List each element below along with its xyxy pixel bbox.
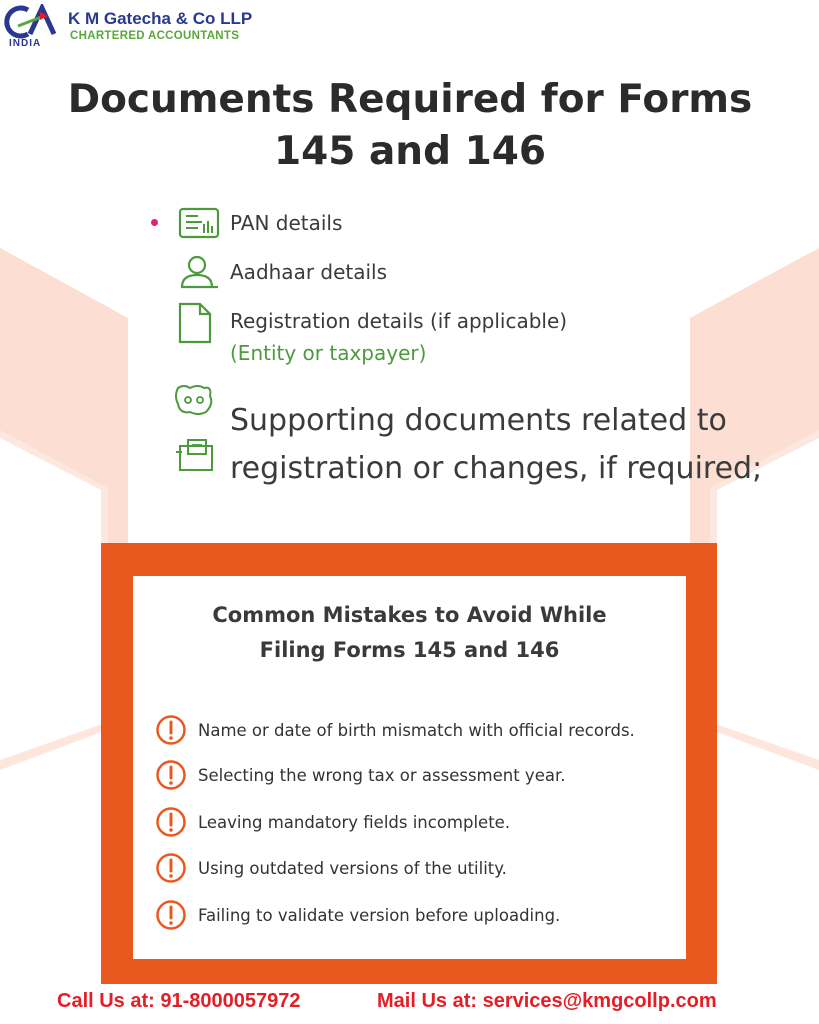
- logo-country: INDIA: [9, 38, 42, 49]
- ca-logo-icon: [4, 4, 64, 40]
- mistake-item: [155, 806, 675, 840]
- mistake-text: Leaving mandatory fields incomplete.: [198, 813, 511, 832]
- warning-icon: [155, 899, 187, 931]
- document-label-pan: PAN details: [230, 211, 343, 235]
- document-label-aadhaar: Aadhaar details: [230, 260, 388, 284]
- contact-footer: [0, 990, 819, 1020]
- mistake-text: Failing to validate version before uploading.: [198, 906, 561, 925]
- paperwork-icon: [174, 382, 216, 474]
- document-note-registration: (Entity or taxpayer): [230, 341, 427, 365]
- warning-icon: [155, 852, 187, 884]
- bullet-dot: [151, 219, 158, 226]
- mistake-text: Selecting the wrong tax or assessment year.: [198, 766, 566, 785]
- mistake-item: [155, 852, 675, 886]
- document-label-registration: Registration details (if applicable): [230, 309, 568, 333]
- warning-icon: [155, 714, 187, 746]
- page-title: [60, 74, 760, 178]
- document-icon: [178, 302, 212, 344]
- document-label-supporting-line1: Supporting documents related to: [230, 403, 727, 438]
- mistake-text: Using outdated versions of the utility.: [198, 859, 507, 878]
- page-title-text: Documents Required for Forms 145 and 146: [67, 77, 753, 174]
- mistakes-title-line2: Filing Forms 145 and 146: [259, 638, 560, 662]
- document-label-supporting-line2: registration or changes, if required;: [230, 451, 763, 486]
- call-us-link[interactable]: Call Us at: 91-8000057972: [57, 990, 301, 1012]
- mistake-item: [155, 899, 675, 933]
- warning-icon: [155, 759, 187, 791]
- mistake-text: Name or date of birth mismatch with official records.: [198, 721, 635, 740]
- id-card-icon: [178, 207, 220, 239]
- mistake-item: [155, 759, 675, 793]
- warning-icon: [155, 806, 187, 838]
- company-name: K M Gatecha & Co LLP: [68, 9, 253, 28]
- company-logo: [4, 4, 264, 52]
- mistakes-panel: [133, 576, 686, 959]
- mail-us-link[interactable]: Mail Us at: services@kmgcollp.com: [377, 990, 717, 1012]
- company-tagline: CHARTERED ACCOUNTANTS: [70, 30, 240, 42]
- mistake-item: [155, 714, 675, 748]
- mistakes-title: [133, 598, 686, 668]
- user-icon: [178, 254, 220, 290]
- mistakes-title-line1: Common Mistakes to Avoid While: [212, 603, 607, 627]
